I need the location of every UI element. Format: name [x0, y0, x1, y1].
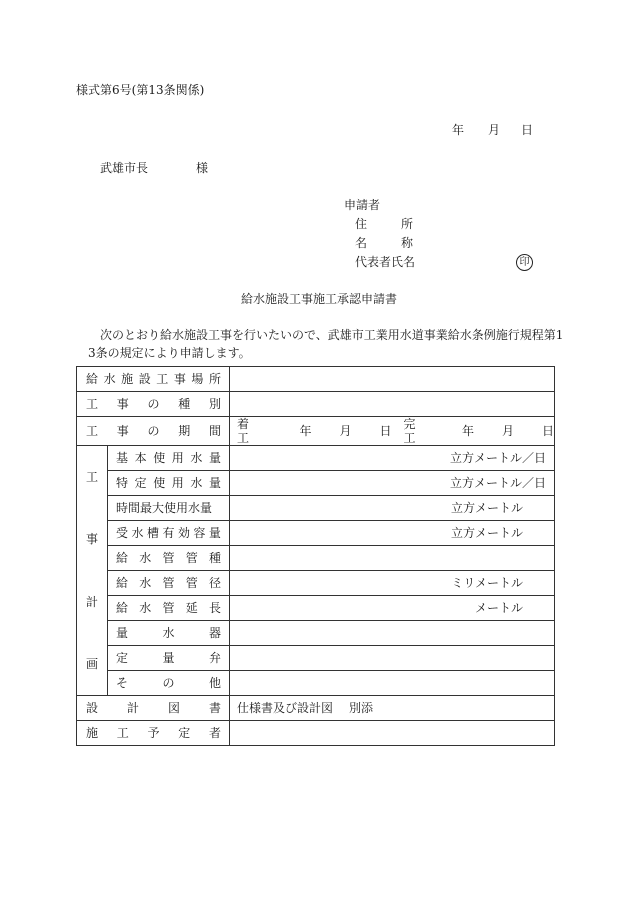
address-label: 住 所: [355, 217, 413, 231]
plan-field-specific-usage[interactable]: 立方メートル／日: [230, 471, 555, 496]
name-label: 名 称: [355, 236, 413, 250]
date-month-label: 月: [488, 123, 501, 137]
plan-label-other: そ の 他: [108, 671, 230, 696]
plan-field-max-hourly-usage[interactable]: 立方メートル: [230, 496, 555, 521]
body-text-line-1: 次のとおり給水施設工事を行いたいので、武雄市工業用水道事業給水条例施行規程第1: [88, 328, 564, 342]
work-period-field[interactable]: 着工 年 月 日 完工 年 月 日: [230, 417, 555, 446]
plan-field-other[interactable]: [230, 671, 555, 696]
work-type-label: 工 事 の 種 別: [77, 392, 230, 417]
table-row: [77, 596, 555, 621]
document-title: 給水施設工事施工承認申請書: [241, 292, 398, 306]
plan-field-flow-valve[interactable]: [230, 646, 555, 671]
period-start-label: 着工: [237, 417, 250, 445]
table-row: [77, 546, 555, 571]
table-row: [77, 367, 555, 392]
body-text-line-2: 3条の規定により申請します。: [88, 346, 251, 360]
period-end-label: 完工: [403, 417, 416, 445]
plan-label-tank-capacity: 受 水 槽 有 効 容 量: [108, 521, 230, 546]
plan-field-pipe-diameter[interactable]: ミリメートル: [230, 571, 555, 596]
design-docs-value: 仕様書及び設計図: [237, 701, 334, 715]
addressee-honorific: 様: [196, 161, 209, 175]
application-table: [76, 366, 555, 746]
plan-label-pipe-type: 給 水 管 管 種: [108, 546, 230, 571]
work-period-label: 工 事 の 期 間: [77, 417, 230, 446]
table-row: [77, 671, 555, 696]
design-docs-note: 別添: [349, 701, 374, 715]
date-year-label: 年: [452, 123, 465, 137]
table-row: [77, 521, 555, 546]
table-row: [77, 471, 555, 496]
table-row: [77, 571, 555, 596]
design-docs-field[interactable]: [230, 696, 555, 721]
plan-label-basic-usage: 基 本 使 用 水 量: [108, 446, 230, 471]
plan-field-water-meter[interactable]: [230, 621, 555, 646]
plan-field-basic-usage[interactable]: 立方メートル／日: [230, 446, 555, 471]
plan-label-water-meter: 量 水 器: [108, 621, 230, 646]
applicant-heading: 申請者: [344, 198, 381, 212]
form-number: 様式第6号(第13条関係): [76, 83, 205, 97]
plan-label-pipe-diameter: 給 水 管 管 径: [108, 571, 230, 596]
site-label: 給 水 施 設 工 事 場 所: [77, 367, 230, 392]
plan-label-max-hourly-usage: 時間最大使用水量: [108, 496, 230, 521]
date-day-label: 日: [521, 123, 534, 137]
contractor-label: 施 工 予 定 者: [77, 721, 230, 746]
table-row: [77, 621, 555, 646]
table-row: [77, 646, 555, 671]
table-row: [77, 446, 555, 471]
table-row: [77, 392, 555, 417]
plan-label-specific-usage: 特 定 使 用 水 量: [108, 471, 230, 496]
plan-label-flow-valve: 定 量 弁: [108, 646, 230, 671]
plan-field-pipe-length[interactable]: メートル: [230, 596, 555, 621]
addressee-name: 武雄市長: [100, 161, 149, 175]
contractor-field[interactable]: [230, 721, 555, 746]
table-row: [77, 417, 555, 446]
table-row: [77, 696, 555, 721]
table-row: [77, 496, 555, 521]
representative-label: 代表者氏名: [355, 255, 416, 269]
work-plan-side-label: 工 事 計 画: [77, 446, 108, 696]
work-type-field[interactable]: [230, 392, 555, 417]
plan-field-pipe-type[interactable]: [230, 546, 555, 571]
design-docs-label: 設 計 図 書: [77, 696, 230, 721]
plan-field-tank-capacity[interactable]: 立方メートル: [230, 521, 555, 546]
seal-mark: 印: [516, 254, 533, 271]
site-field[interactable]: [230, 367, 555, 392]
table-row: [77, 721, 555, 746]
plan-label-pipe-length: 給 水 管 延 長: [108, 596, 230, 621]
